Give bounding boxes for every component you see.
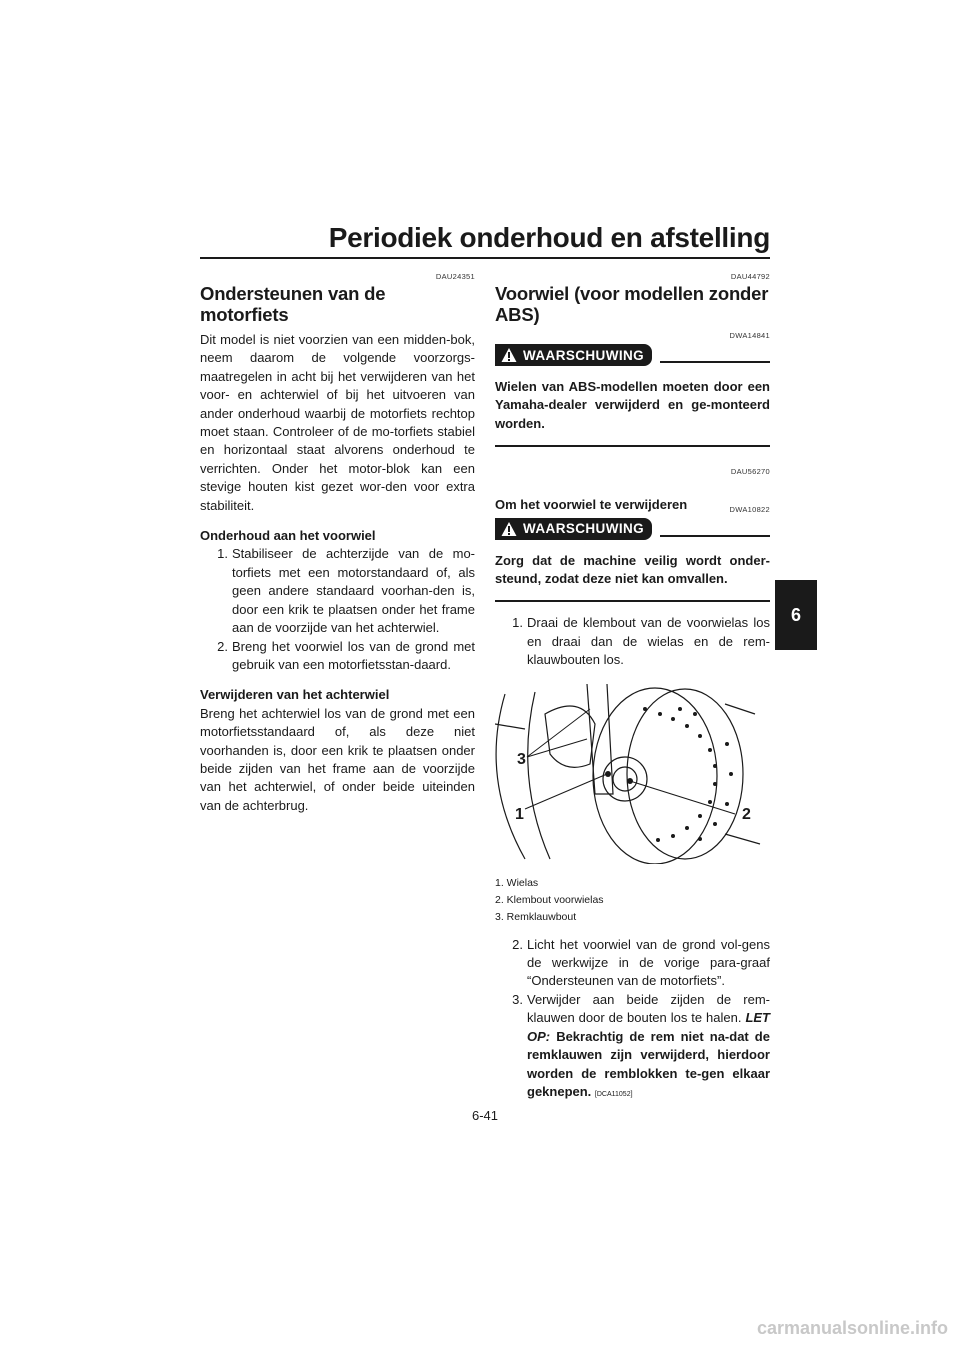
intro-paragraph: Dit model is niet voorzien van een midden-bok, neem daarom de volgende voorzorgs-maatregelen in acht bij het verwijderen van het voor- en achterwiel of bij het uitvoeren van ander onderhoud waarbij de motorfiets rechtop moet staan. Controleer of de mo-torfiets stabiel en horizontaal staat alvorens onderhoud te verrichten. Onder het motor-blok kan een stevige houten kist gezet wor-den voor extra stabiliteit.: [200, 332, 475, 513]
warning-badge: WAARSCHUWING: [495, 518, 652, 540]
remove-subtitle: Om het voorwiel te verwijderen: [495, 497, 688, 513]
figure-caption: [495, 875, 770, 926]
rear-wheel-paragraph: Breng het achterwiel los van de grond met een motorfietsstandaard of, als deze niet voorhanden is, door een krik te plaatsen onder beide zijden van het frame aan de voorzijde van het achterwiel, of onder beide uiteinden van de achterbrug.: [200, 705, 475, 813]
watermark: carmanualsonline.info: [756, 1318, 948, 1338]
section-code: DAU24351: [435, 272, 475, 281]
warning-triangle-icon: [501, 347, 517, 363]
list-item: 1. Stabiliseer de achterzijde van de mo-torfiets met een motorstandaard of, als geen andere standaard voorhan-den is, door een krik te plaatsen onder het frame aan de voorzijde van het achterwiel.: [217, 546, 475, 636]
removal-steps: [495, 614, 770, 669]
warning-code: DWA14841: [729, 331, 770, 340]
list-item: 2. Licht het voorwiel van de grond vol-gens de werkwijze in de vorige para-graaf “Ondersteunen van de motorfiets”.: [512, 936, 770, 989]
right-column: [495, 272, 770, 1104]
section-title: Ondersteunen van de motorfiets: [200, 283, 386, 325]
callout-3: 3: [517, 750, 526, 768]
section-code: DAU44792: [730, 272, 770, 281]
page-header-title: Periodiek onderhoud en afstelling: [328, 222, 770, 253]
front-wheel-illustration: [495, 684, 770, 864]
front-wheel-steps: [200, 545, 475, 674]
list-item: 2. Breng het voorwiel los van de grond met gebruik van een motorfietsstan-daard.: [217, 638, 475, 672]
caution-text: Bekrachtig de rem niet na-dat de remklauwen zijn verwijderd, hierdoor worden de remblokken te-gen elkaar geknepen.: [527, 1028, 770, 1099]
left-column: [200, 272, 475, 815]
warning-triangle-icon: [501, 521, 517, 537]
caution-code: [DCA11052]: [594, 1090, 633, 1098]
warning-badge: WAARSCHUWING: [495, 344, 652, 366]
rear-wheel-subtitle: Verwijderen van het achterwiel: [200, 687, 390, 703]
chapter-tab: 6: [775, 580, 817, 650]
caption-item: 1. Wielas: [495, 876, 539, 889]
caption-item: 2. Klembout voorwielas: [495, 893, 604, 906]
warning-text: Zorg dat de machine veilig wordt onder-steund, zodat deze niet kan omvallen.: [495, 552, 770, 587]
callout-1: 1: [515, 805, 524, 823]
warning-box: [495, 344, 770, 447]
header-rule: [200, 257, 770, 259]
warning-box: [495, 518, 770, 603]
list-item: 1. Draai de klembout van de voorwielas los en draai dan de wielas en de rem-klauwbouten los.: [512, 615, 770, 668]
callout-2: 2: [742, 805, 751, 823]
page-number: 6-41: [471, 1108, 499, 1123]
warning-code: DWA10822: [729, 504, 770, 514]
list-item: 3. Verwijder aan beide zijden de rem-klauwen door de bouten los te halen. LET OP: Bekrachtig de rem niet na-dat de remklauwen zijn verwijderd, hierdoor worden de remblokken te-gen elkaar geknepen. [DCA11052]: [512, 991, 770, 1099]
removal-steps-continued: [495, 936, 770, 1105]
warning-text: Wielen van ABS-modellen moeten door een Yamaha-dealer verwijderd en ge-monteerd worden.: [495, 379, 770, 431]
section-code: DAU56270: [730, 467, 770, 477]
caption-item: 3. Remklauwbout: [495, 910, 577, 923]
section-title: Voorwiel (voor modellen zonder ABS): [495, 283, 769, 325]
front-wheel-subtitle: Onderhoud aan het voorwiel: [200, 528, 376, 544]
caution-label: LET OP:: [527, 1010, 770, 1044]
